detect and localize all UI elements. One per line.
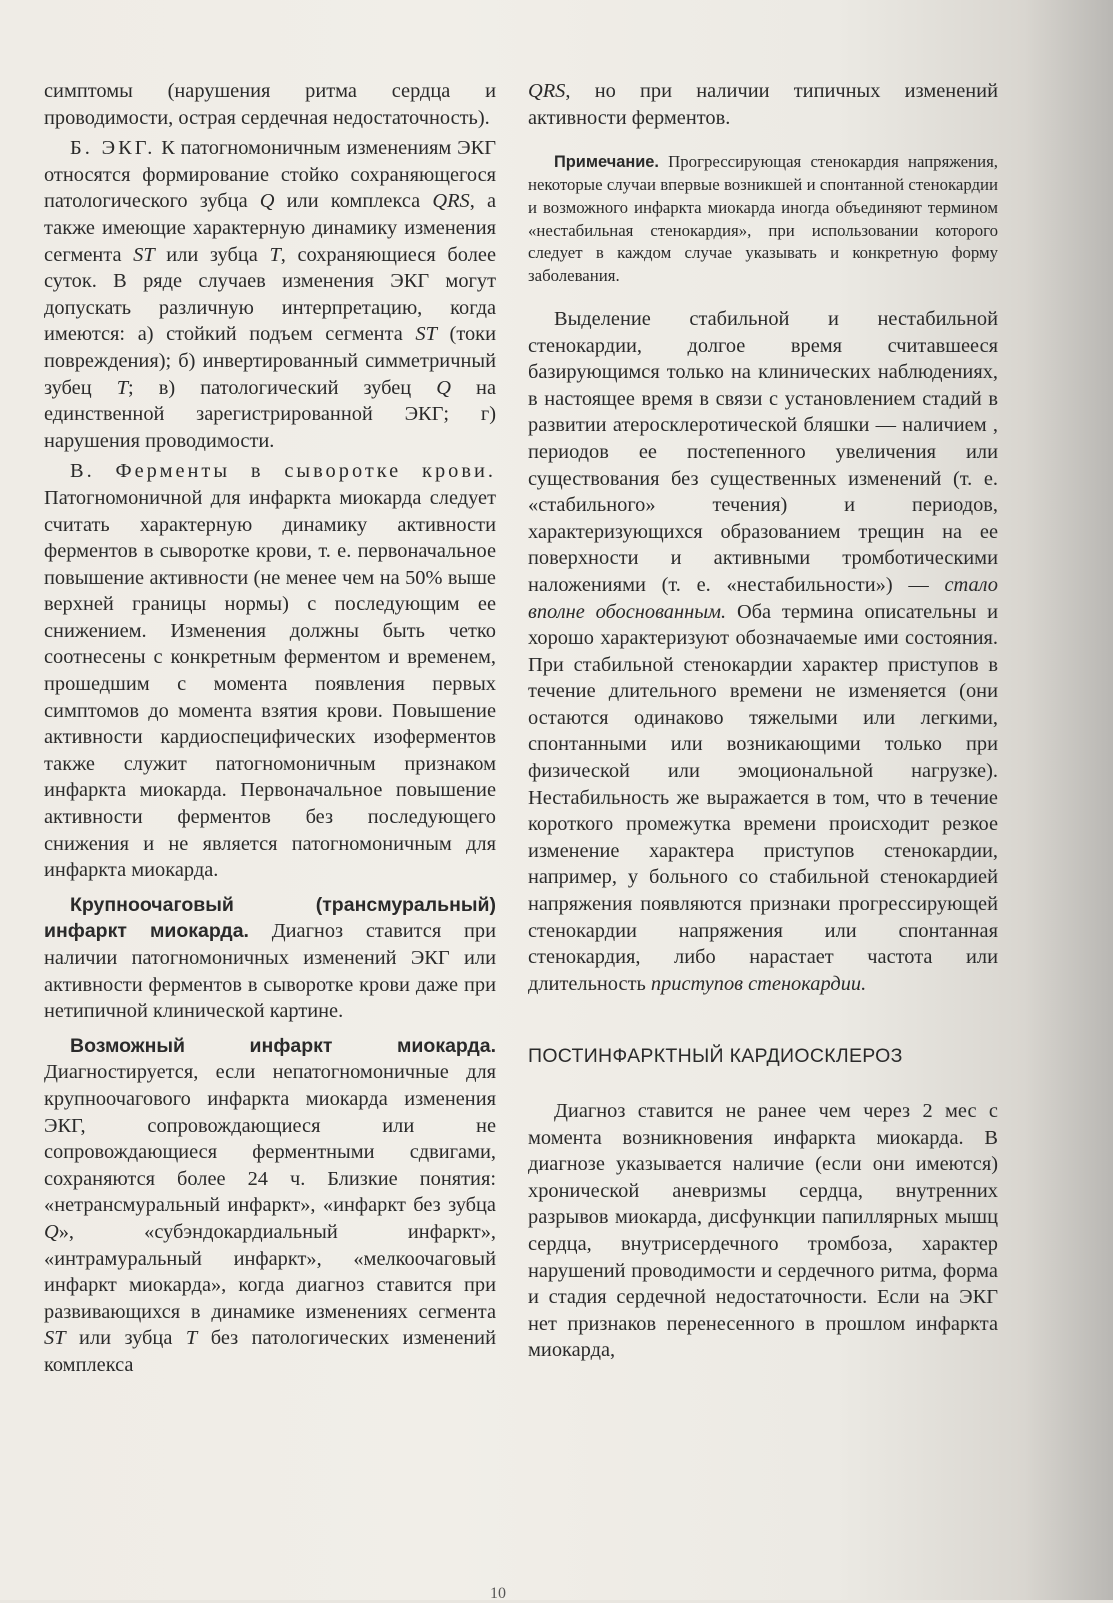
ecg-lead: Б. ЭКГ. xyxy=(70,137,156,160)
paragraph-symptoms: симптомы (нарушения ритма сердца и проводимости, острая сердечная недостаточность). xyxy=(44,80,496,129)
transmural-term: Крупноочаговый (трансмуральный) инфаркт миокарда. xyxy=(44,893,496,943)
note-term: Примечание. xyxy=(554,153,659,172)
paragraph-stable-unstable: Выделение стабильной и нестабильной стенокардии, долгое время считавшееся базирующимся только на клинических наблюдениях, в настоящее время в связи с установлением стадий в развитии атеросклеротической бляшки — наличием , периодов ее постепенного увеличения или существования без существенных изменений (т. е. «стабильного» течения) и периодов, характеризующихся образованием трещин на ее поверхности и активными тромботическими наложениями (т. е. «нестабильности») — стало вполне обоснованным. Оба термина описательны и хорошо характеризуют обозначаемые ими состояния. При стабильной стенокардии характер приступов в течение длительного времени не изменяется (они остаются одинаково тяжелыми или легкими, спонтанными или возникающими только при физической или эмоциональной нагрузке). Нестабильность же выражается в том, что в течение короткого промежутка времени происходит резкое изменение характера приступов стенокардии, например, у больного со стабильной стенокардией напряжения появляются признаки прогрессирующей стенокардии напряжения или спонтанная стенокардия, либо нарастает частота или длительность приступов стенокардии. xyxy=(528,307,998,995)
paragraph-possible-infarction: Возможный инфаркт миокарда. Диагностируется, если непатогномоничные для крупноочагового инфаркта миокарда изменения ЭКГ, сопровождающиеся или не сопровождающиеся ферментными сдвигами, сохраняются более 24 ч. Близкие понятия: «нетрансмуральный инфаркт», «инфаркт без зубца Q», «субэндокардиальный инфаркт», «интрамуральный инфаркт», «мелкоочаговый инфаркт миокарда», когда диагноз ставится при развивающихся в динамике изменениях сегмента ST или зубца T без патологических изменений комплекса xyxy=(44,1034,496,1376)
paragraph-enzymes: В. Ферменты в сыворотке крови. Патогномоничной для инфаркта миокарда следует считать характерную динамику активности ферментов в сыворотке крови, т. е. первоначальное повышение активности (не менее чем на 50% выше верхней границы нормы) с последующим ее снижением. Изменения должны быть четко соотнесены с конкретным ферментом и временем, прошедшим с момента появления первых симптомов до момента взятия крови. Повышение активности кардиоспецифических изоферментов также служит патогномоничным признаком инфаркта миокарда. Первоначальное повышение активности ферментов без последующего снижения и не является патогномоничным для инфаркта миокарда. xyxy=(44,460,496,882)
paragraph-postinfarction: Диагноз ставится не ранее чем через 2 мес с момента возникновения инфаркта миокарда. В диагнозе указывается наличие (если они имеются) хронической аневризмы сердца, внутренних разрывов миокарда, дисфункции папиллярных мышц сердца, внутрисердечного тромбоза, характер нарушений проводимости и сердечного ритма, форма и стадия сердечной недостаточности. Если на ЭКГ нет признаков перенесенного в прошлом инфаркта миокарда, xyxy=(528,1100,998,1362)
paragraph-transmural: Крупноочаговый (трансмуральный) инфаркт миокарда. Диагноз ставится при наличии патогномоничных изменений ЭКГ или активности ферментов в сыворотке крови даже при нетипичной клинической картине. xyxy=(44,893,496,1023)
page-number: 10 xyxy=(490,1585,506,1602)
paragraph-qrs-continuation: QRS, но при наличии типичных изменений активности ферментов. xyxy=(528,80,998,129)
left-column xyxy=(44,78,496,1379)
right-column xyxy=(528,78,998,1364)
section-heading: ПОСТИНФАРКТНЫЙ КАРДИОСКЛЕРОЗ xyxy=(528,1045,903,1068)
possible-infarction-term: Возможный инфаркт миокарда. xyxy=(70,1034,496,1057)
paragraph-ecg: Б. ЭКГ. К патогномоничным изменениям ЭКГ относятся формирование стойко сохраняющегося патологического зубца Q или комплекса QRS, а также имеющие характерную динамику изменения сегмента ST или зубца T, сохраняющиеся более суток. В ряде случаев изменения ЭКГ могут допускать различную интерпретацию, когда имеются: а) стойкий подъем сегмента ST (токи повреждения); б) инвертированный симметричный зубец T; в) патологический зубец Q на единственной зарегистрированной ЭКГ; г) нарушения проводимости. xyxy=(44,137,497,452)
note-block: Примечание. Прогрессирующая стенокардия напряжения, некоторые случаи впервые возникшей и спонтанной стенокардии и возможного инфаркта миокарда иногда объединяют термином «нестабильная стенокардия», при использовании которого следует в каждом случае указывать и конкретную форму заболевания. xyxy=(528,152,998,286)
enzymes-lead: В. Ферменты в сыворотке крови. xyxy=(70,460,496,483)
